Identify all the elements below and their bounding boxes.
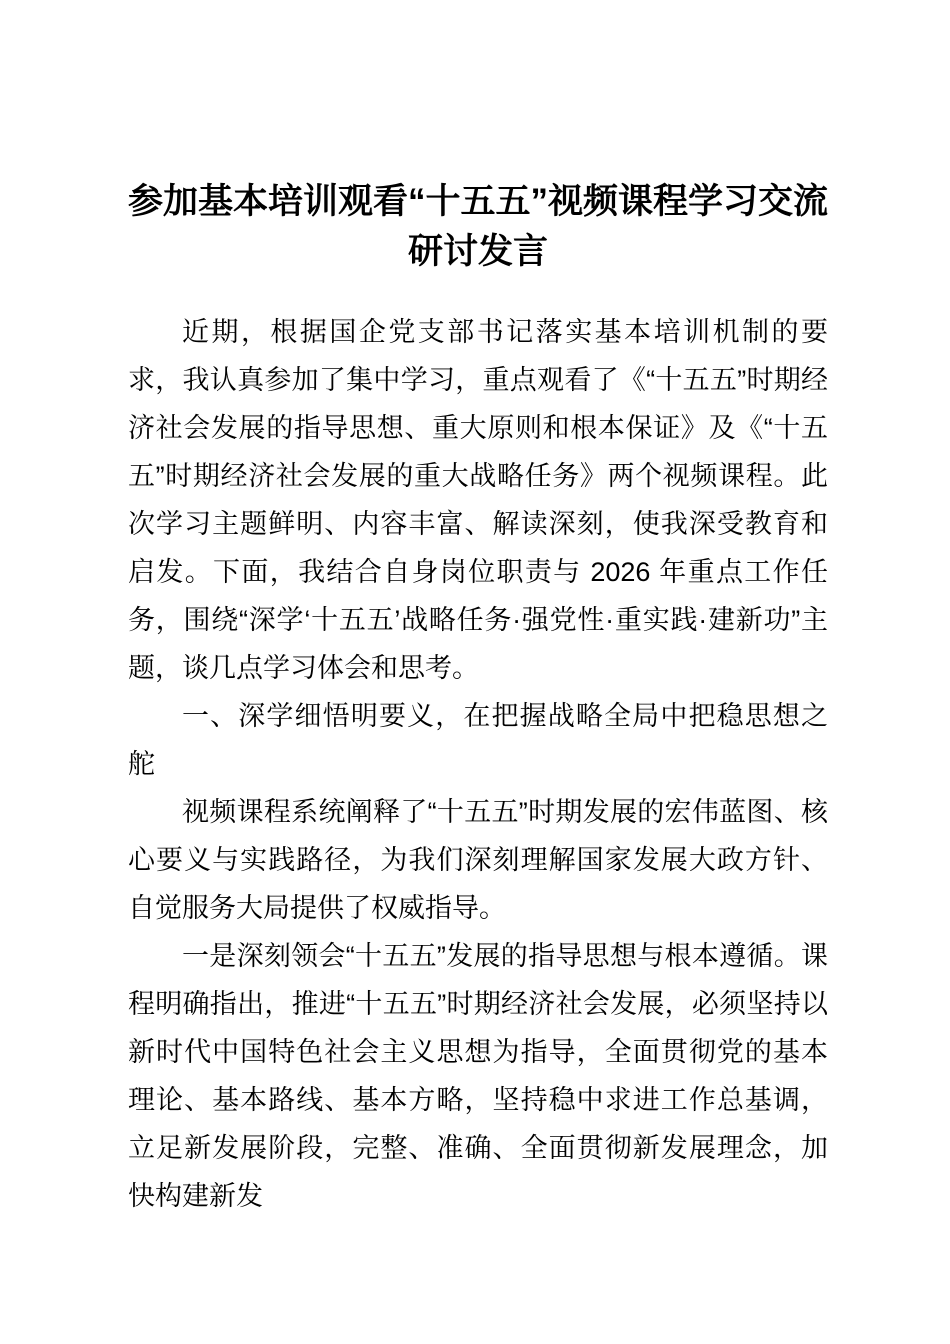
paragraph-intro: 近期，根据国企党支部书记落实基本培训机制的要求，我认真参加了集中学习，重点观看了《“十五五”时期经济社会发展的指导思想、重大原则和根本保证》及《“十五五”时期经济社会发展的重大战略任务》两个视频课程。此次学习主题鲜明、内容丰富、解读深刻，使我深受教育和启发。下面，我结合自身岗位职责与 2026 年重点工作任务，围绕“深学‘十五五’战略任务·强党性·重实践·建新功”主题，谈几点学习体会和思考。: [128, 317, 828, 683]
paragraph-overview: 视频课程系统阐释了“十五五”时期发展的宏伟蓝图、核心要义与实践路径，为我们深刻理解国家发展大政方针、自觉服务大局提供了权威指导。: [128, 797, 828, 923]
document-body: [128, 308, 828, 1220]
document-title: 参加基本培训观看“十五五”视频课程学习交流研讨发言: [128, 182, 829, 271]
paragraph-point-1: 一是深刻领会“十五五”发展的指导思想与根本遵循。课程明确指出，推进“十五五”时期经济社会发展，必须坚持以新时代中国特色社会主义思想为指导，全面贯彻党的基本理论、基本路线、基本方略，坚持稳中求进工作总基调，立足新发展阶段，完整、准确、全面贯彻新发展理念，加快构建新发: [128, 941, 828, 1211]
section-heading-1: 一、深学细悟明要义，在把握战略全局中把稳思想之舵: [128, 701, 828, 779]
